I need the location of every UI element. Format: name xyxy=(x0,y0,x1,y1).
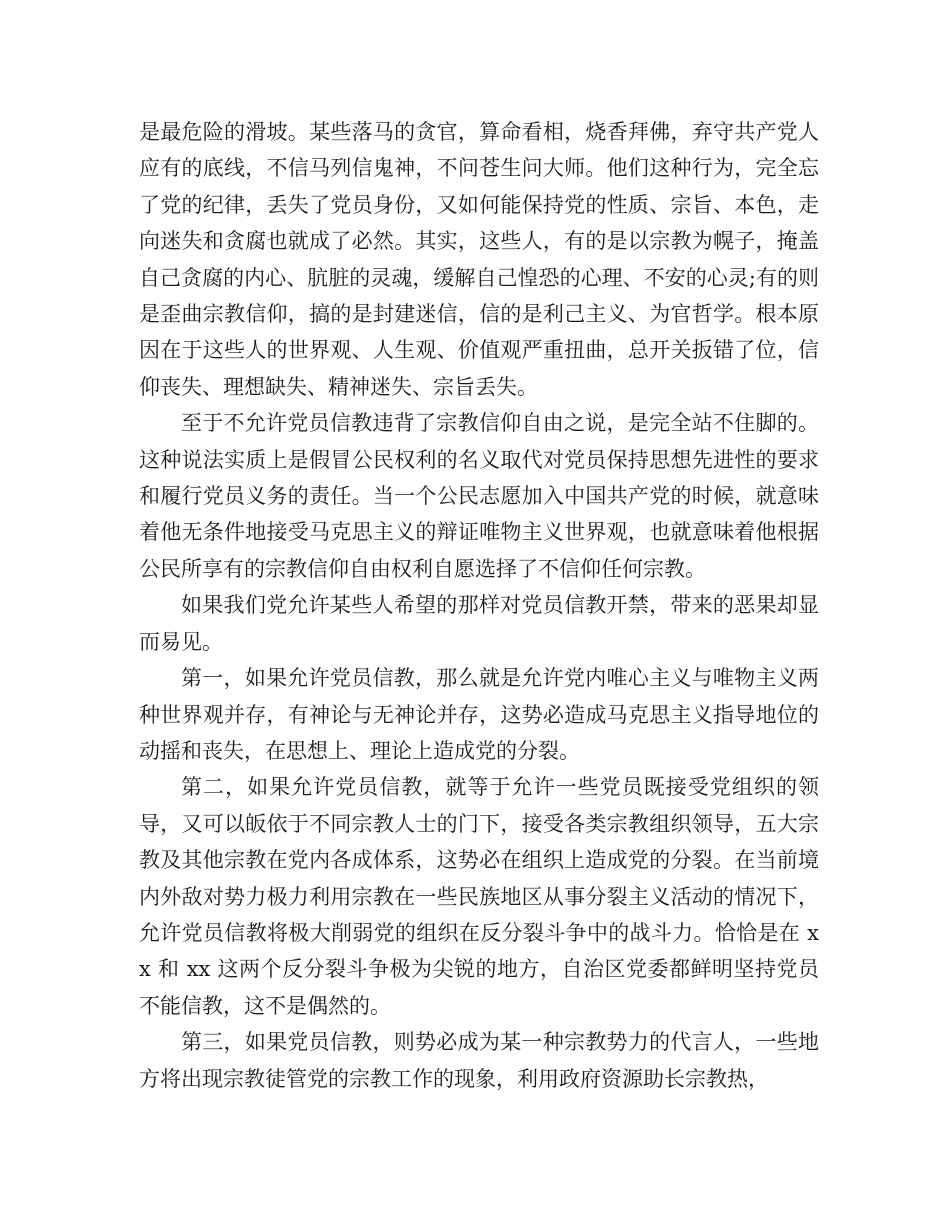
paragraph-first-point: 第一，如果允许党员信教，那么就是允许党内唯心主义与唯物主义两种世界观并存，有神论与无神论并存，这势必造成马克思主义指导地位的动摇和丧失，在思想上、理论上造成党的分裂。 xyxy=(139,666,819,763)
paragraph-religious-freedom: 至于不允许党员信教违背了宗教信仰自由之说，是完全站不住脚的。这种说法实质上是假冒公民权利的名义取代对党员保持思想先进性的要求和履行党员义务的责任。当一个公民志愿加入中国共产党的时候，就意味着他无条件地接受马克思主义的辩证唯物主义世界观，也就意味着他根据公民所享有的宗教信仰自由权利自愿选择了不信仰任何宗教。 xyxy=(139,411,819,581)
paragraph-continued: 是最危险的滑坡。某些落马的贪官，算命看相，烧香拜佛，弃守共产党人应有的底线，不信马列信鬼神，不问苍生问大师。他们这种行为，完全忘了党的纪律，丢失了党员身份，又如何能保持党的性质、宗旨、本色，走向迷失和贪腐也就成了必然。其实，这些人，有的是以宗教为幌子，掩盖自己贪腐的内心、肮脏的灵魂，缓解自己惶恐的心理、不安的心灵;有的则是歪曲宗教信仰，搞的是封建迷信，信的是利己主义、为官哲学。根本原因在于这些人的世界观、人生观、价值观严重扭曲，总开关扳错了位，信仰丧失、理想缺失、精神迷失、宗旨丢失。 xyxy=(139,120,819,399)
paragraph-second-point: 第二，如果允许党员信教，就等于允许一些党员既接受党组织的领导，又可以皈依于不同宗教人士的门下，接受各类宗教组织领导，五大宗教及其他宗教在党内各成体系，这势必在组织上造成党的分裂。在当前境内外敌对势力极力利用宗教在一些民族地区从事分裂主义活动的情况下，允许党员信教将极大削弱党的组织在反分裂斗争中的战斗力。恰恰是在 xx 和 xx 这两个反分裂斗争极为尖锐的地方，自治区党委都鲜明坚持党员不能信教，这不是偶然的。 xyxy=(139,775,819,1018)
paragraph-third-point: 第三，如果党员信教，则势必成为某一种宗教势力的代言人，一些地方将出现宗教徒管党的宗教工作的现象，利用政府资源助长宗教热， xyxy=(139,1030,819,1091)
document-body xyxy=(139,114,819,1097)
paragraph-consequences-intro: 如果我们党允许某些人希望的那样对党员信教开禁，带来的恶果却显而易见。 xyxy=(139,593,819,654)
